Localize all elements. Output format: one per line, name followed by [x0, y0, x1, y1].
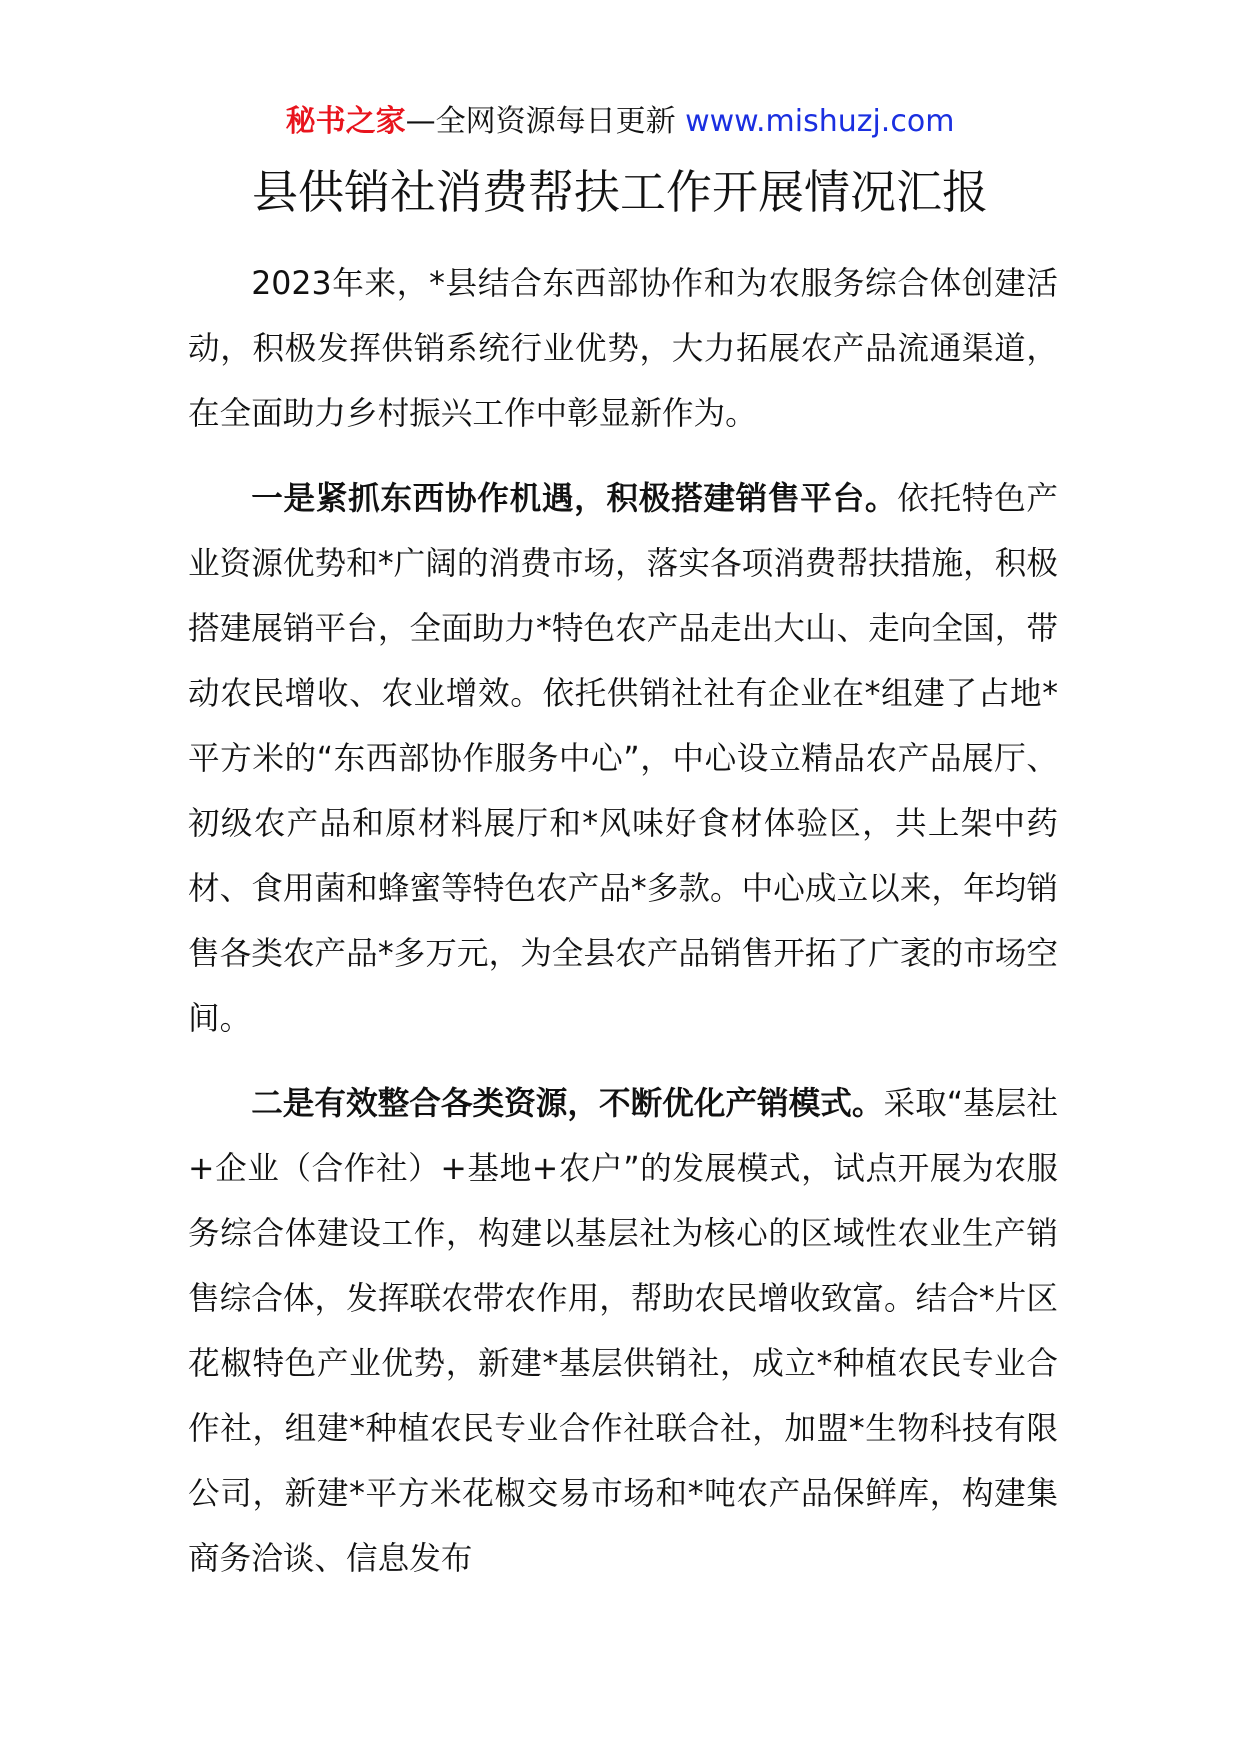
- site-brand: 秘书之家: [285, 104, 406, 139]
- paragraph-intro: [188, 252, 1058, 447]
- paragraph-point-2: [188, 1072, 1058, 1592]
- paragraph-text: 2023年来，*县结合东西部协作和为农服务综合体创建活动，积极发挥供销系统行业优势，大力拓展农产品流通渠道，在全面助力乡村振兴工作中彰显新作为。: [188, 266, 1058, 432]
- site-header: [0, 100, 1240, 144]
- paragraph-lead: 二是有效整合各类资源，不断优化产销模式。: [251, 1086, 884, 1122]
- paragraph-text: 采取“基层社+企业（合作社）+基地+农户”的发展模式，试点开展为农服务综合体建设工作，构建以基层社为核心的区域性农业生产销售综合体，发挥联农带农作用，帮助农民增收致富。结合*片区花椒特色产业优势，新建*基层供销社，成立*种植农民专业合作社，组建*种植农民专业合作社联合社，加盟*生物科技有限公司，新建*平方米花椒交易市场和*吨农产品保鲜库，构建集商务洽谈、信息发布: [188, 1086, 1058, 1577]
- site-url-link[interactable]: www.mishuzj.com: [675, 104, 955, 139]
- paragraph-text: 依托特色产业资源优势和*广阔的消费市场，落实各项消费帮扶措施，积极搭建展销平台，全面助力*特色农产品走出大山、走向全国，带动农民增收、农业增效。依托供销社社有企业在*组建了占地*平方米的“东西部协作服务中心”，中心设立精品农产品展厅、初级农产品和原材料展厅和*风味好食材体验区，共上架中药材、食用菌和蜂蜜等特色农产品*多款。中心成立以来，年均销售各类农产品*多万元，为全县农产品销售开拓了广袤的市场空间。: [188, 481, 1058, 1037]
- document-body: [188, 252, 1058, 1612]
- document-title: 县供销社消费帮扶工作开展情况汇报: [252, 165, 988, 219]
- paragraph-lead: 一是紧抓东西协作机遇，积极搭建销售平台。: [251, 481, 898, 517]
- site-tagline: —全网资源每日更新: [405, 104, 676, 139]
- paragraph-point-1: [188, 467, 1058, 1052]
